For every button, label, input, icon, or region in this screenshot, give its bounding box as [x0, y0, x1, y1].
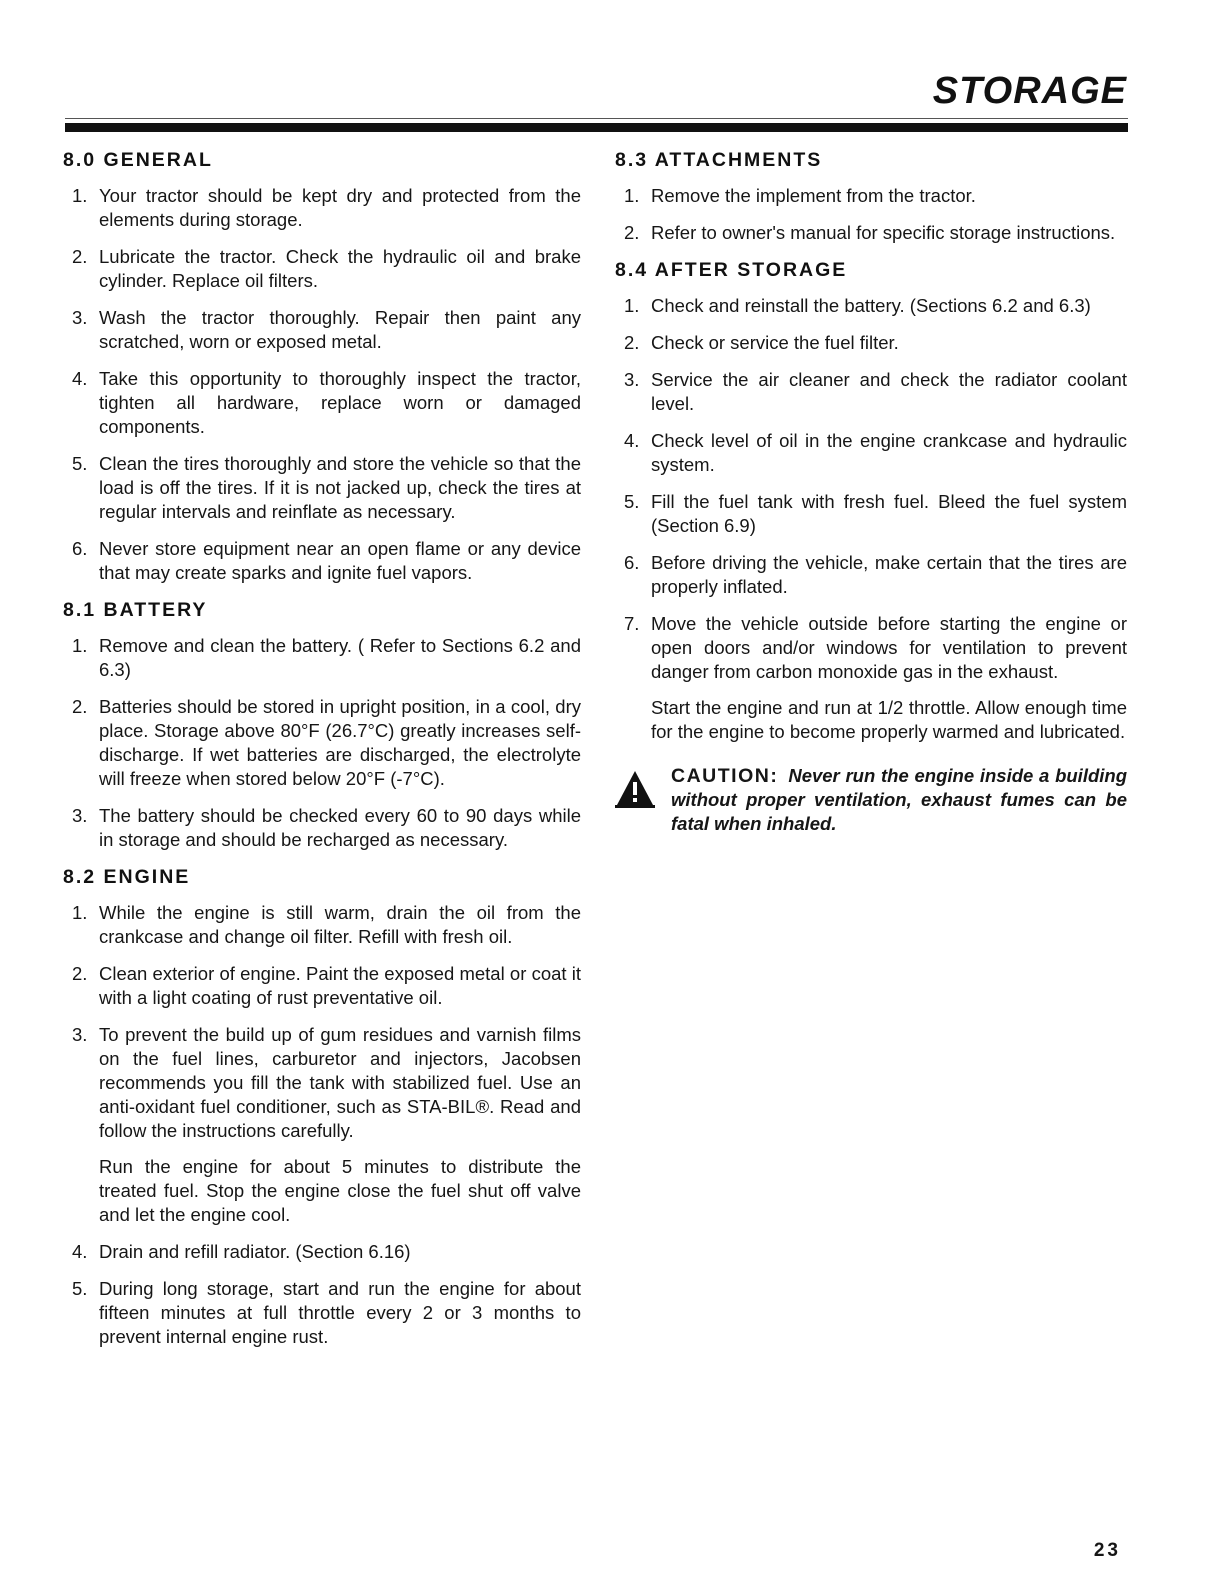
list-item — [615, 331, 1127, 355]
item-paragraph: Check level of oil in the engine crankcase and hydraulic system. — [651, 430, 1127, 475]
item-text — [651, 612, 1127, 744]
header-rule — [65, 123, 1128, 132]
list-item — [63, 452, 581, 524]
item-number: 5. — [72, 1278, 88, 1299]
item-paragraph: Check and reinstall the battery. (Sections 6.2 and 6.3) — [651, 295, 1091, 316]
left-column — [63, 145, 581, 1362]
item-paragraph: Never store equipment near an open flame or any device that may create sparks and ignite fuel vapors. — [99, 538, 581, 583]
item-number: 3. — [72, 805, 88, 826]
warning-triangle-icon — [615, 764, 671, 815]
item-number: 7. — [624, 613, 640, 634]
list-item — [63, 306, 581, 354]
item-text — [99, 245, 581, 293]
item-number: 4. — [624, 430, 640, 451]
right-sections — [615, 148, 1127, 744]
item-text — [651, 294, 1127, 318]
page-number: 23 — [1093, 1540, 1121, 1561]
item-number: 1. — [624, 295, 640, 316]
item-paragraph: Take this opportunity to thoroughly inspect the tractor, tighten all hardware, replace worn or damaged components. — [99, 368, 581, 437]
item-text — [99, 537, 581, 585]
right-column — [615, 145, 1127, 836]
section-heading: 8.4 AFTER STORAGE — [615, 259, 848, 281]
item-text — [99, 306, 581, 354]
item-text — [99, 634, 581, 682]
item-number: 5. — [72, 453, 88, 474]
list-item — [615, 368, 1127, 416]
caution-notice — [615, 764, 1127, 836]
item-number: 1. — [72, 902, 88, 923]
item-paragraph: Remove the implement from the tractor. — [651, 185, 976, 206]
list-item — [63, 245, 581, 293]
item-number: 2. — [624, 222, 640, 243]
page-title: STORAGE — [932, 70, 1127, 112]
item-number: 4. — [72, 1241, 88, 1262]
item-paragraph: Remove and clean the battery. ( Refer to Sections 6.2 and 6.3) — [99, 635, 581, 680]
item-paragraph: Wash the tractor thoroughly. Repair then paint any scratched, worn or exposed metal. — [99, 307, 581, 352]
item-number: 6. — [624, 552, 640, 573]
item-number: 1. — [72, 185, 88, 206]
list-item — [615, 429, 1127, 477]
item-text — [99, 1023, 581, 1227]
item-number: 6. — [72, 538, 88, 559]
item-paragraph: Service the air cleaner and check the radiator coolant level. — [651, 369, 1127, 414]
item-paragraph: Your tractor should be kept dry and protected from the elements during storage. — [99, 185, 581, 230]
section-heading: 8.0 GENERAL — [63, 149, 213, 171]
item-paragraph: Run the engine for about 5 minutes to distribute the treated fuel. Stop the engine close the fuel shut off valve and let the engine cool. — [99, 1156, 581, 1225]
item-text — [99, 452, 581, 524]
item-text — [651, 184, 1127, 208]
header-rule-thin — [65, 118, 1128, 119]
item-text — [99, 1240, 581, 1264]
item-paragraph: Before driving the vehicle, make certain that the tires are properly inflated. — [651, 552, 1127, 597]
item-text — [99, 1277, 581, 1349]
caution-body: Never run the engine inside a building without proper ventilation, exhaust fumes can be fatal when inhaled. — [671, 765, 1127, 834]
item-number: 2. — [72, 963, 88, 984]
list-item — [63, 367, 581, 439]
list-item — [63, 1277, 581, 1349]
list-item — [615, 490, 1127, 538]
list-item — [63, 634, 581, 682]
item-number: 2. — [72, 246, 88, 267]
list-item — [615, 184, 1127, 208]
list-item — [63, 901, 581, 949]
item-number: 1. — [624, 185, 640, 206]
section — [63, 865, 581, 1349]
item-text — [651, 331, 1127, 355]
list-item — [63, 962, 581, 1010]
list-item — [63, 1240, 581, 1264]
list-item — [615, 294, 1127, 318]
list-item — [63, 537, 581, 585]
item-text — [99, 184, 581, 232]
item-paragraph: Clean the tires thoroughly and store the vehicle so that the load is off the tires. If it is not jacked up, check the tires at regular intervals and reinflate as necessary. — [99, 453, 581, 522]
list-item — [63, 184, 581, 232]
section — [63, 148, 581, 585]
section-heading: 8.2 ENGINE — [63, 866, 191, 888]
item-text — [651, 368, 1127, 416]
item-text — [99, 367, 581, 439]
item-paragraph: Clean exterior of engine. Paint the exposed metal or coat it with a light coating of rust preventative oil. — [99, 963, 581, 1008]
item-text — [99, 962, 581, 1010]
list-item — [615, 612, 1127, 744]
item-text — [99, 804, 581, 852]
section — [615, 258, 1127, 744]
list-item — [63, 1023, 581, 1227]
item-number: 2. — [624, 332, 640, 353]
item-paragraph: Batteries should be stored in upright position, in a cool, dry place. Storage above 80°F (26.7°C) greatly increases self-discharge. If wet batteries are discharged, the electrolyte will freeze when stored below 20°F (-7°C). — [99, 696, 581, 789]
item-number: 2. — [72, 696, 88, 717]
item-text — [651, 490, 1127, 538]
item-paragraph: Fill the fuel tank with fresh fuel. Bleed the fuel system (Section 6.9) — [651, 491, 1127, 536]
item-number: 3. — [72, 1024, 88, 1045]
item-paragraph: Drain and refill radiator. (Section 6.16) — [99, 1241, 411, 1262]
item-paragraph: While the engine is still warm, drain the oil from the crankcase and change oil filter. Refill with fresh oil. — [99, 902, 581, 947]
item-paragraph: During long storage, start and run the engine for about fifteen minutes at full throttle every 2 or 3 months to prevent internal engine rust. — [99, 1278, 581, 1347]
item-paragraph: Lubricate the tractor. Check the hydraulic oil and brake cylinder. Replace oil filters. — [99, 246, 581, 291]
item-number: 3. — [72, 307, 88, 328]
item-text — [651, 551, 1127, 599]
item-paragraph: Refer to owner's manual for specific storage instructions. — [651, 222, 1116, 243]
item-number: 1. — [72, 635, 88, 656]
caution-text — [671, 764, 1127, 836]
item-text — [651, 221, 1127, 245]
list-item — [63, 804, 581, 852]
item-text — [99, 901, 581, 949]
item-paragraph: To prevent the build up of gum residues and varnish films on the fuel lines, carburetor and injectors, Jacobsen recommends you fill the tank with stabilized fuel. Use an anti-oxidant fuel conditioner, such as STA-BIL®. Read and follow the instructions carefully. — [99, 1024, 581, 1141]
item-number: 3. — [624, 369, 640, 390]
item-paragraph: Check or service the fuel filter. — [651, 332, 899, 353]
item-text — [99, 695, 581, 791]
item-paragraph: Start the engine and run at 1/2 throttle. Allow enough time for the engine to become properly warmed and lubricated. — [651, 697, 1127, 742]
caution-label: CAUTION: — [671, 765, 779, 787]
list-item — [615, 221, 1127, 245]
item-number: 4. — [72, 368, 88, 389]
item-text — [651, 429, 1127, 477]
item-number: 5. — [624, 491, 640, 512]
list-item — [615, 551, 1127, 599]
section-heading: 8.1 BATTERY — [63, 599, 208, 621]
section-heading: 8.3 ATTACHMENTS — [615, 149, 823, 171]
list-item — [63, 695, 581, 791]
section — [615, 148, 1127, 245]
item-paragraph: Move the vehicle outside before starting the engine or open doors and/or windows for ventilation to prevent danger from carbon monoxide gas in the exhaust. — [651, 613, 1127, 682]
item-paragraph: The battery should be checked every 60 to 90 days while in storage and should be recharged as necessary. — [99, 805, 581, 850]
section — [63, 598, 581, 852]
